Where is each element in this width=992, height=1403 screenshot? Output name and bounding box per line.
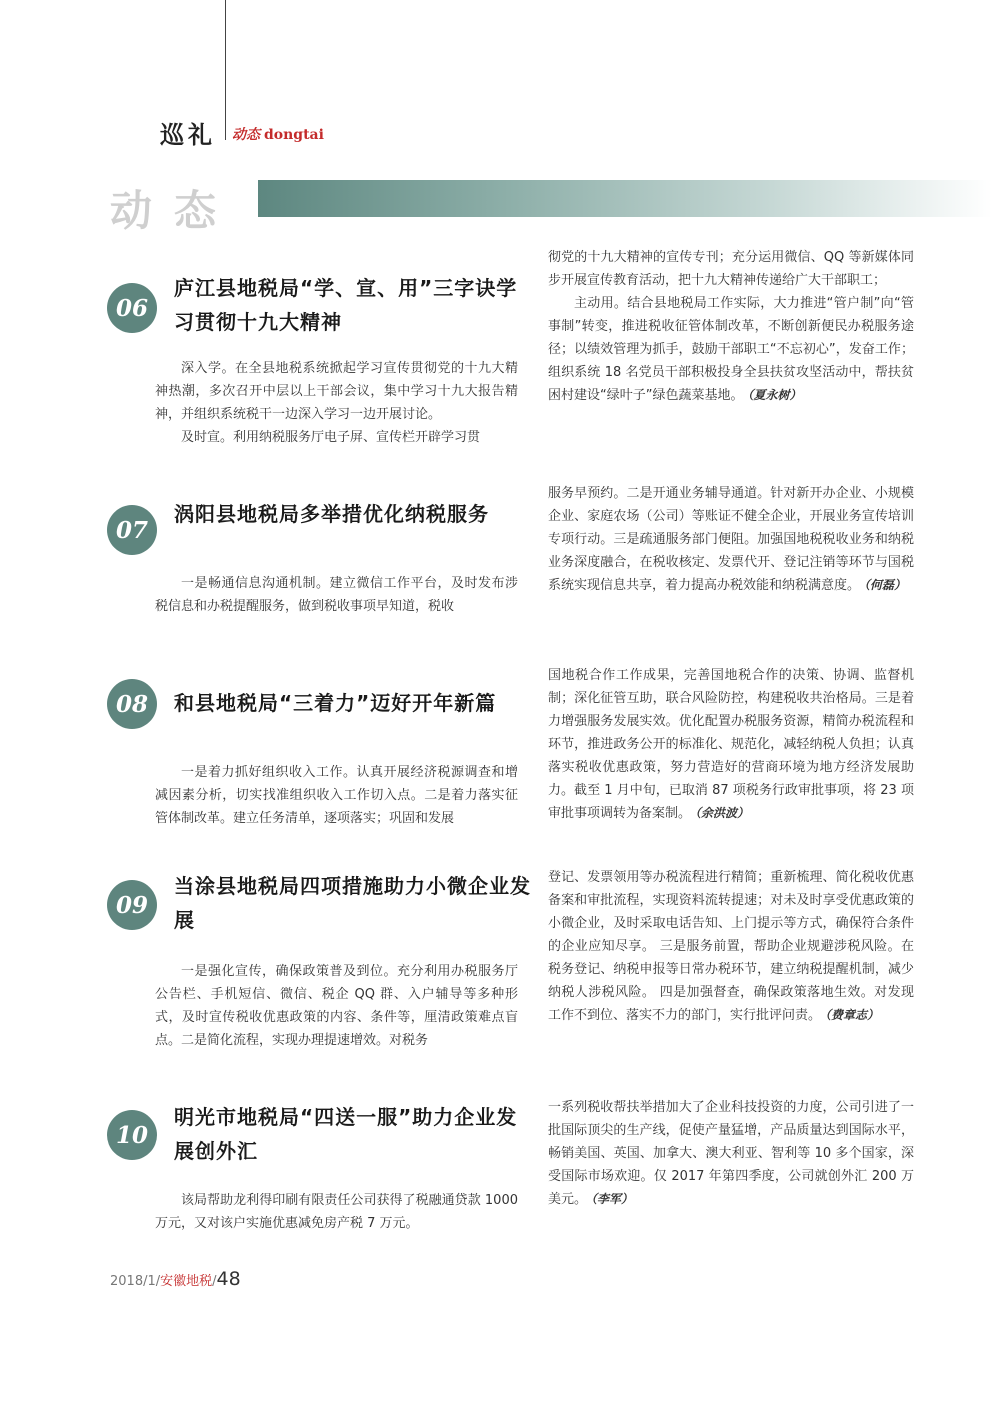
article-title: 涡阳县地税局多举措优化纳税服务 — [174, 502, 489, 526]
article-author: （李军） — [591, 1192, 634, 1206]
article-left-column — [155, 960, 518, 1052]
article-paragraph: 一是畅通信息沟通机制。建立微信工作平台，及时发布涉税信息和办税提醒服务，做到税收事项早知道，税收 — [155, 576, 518, 614]
article-title: 明光市地税局“四送一服”助力企业发展创外汇 — [174, 1105, 518, 1163]
footer-magazine-name: 安徽地税 — [160, 1274, 213, 1289]
article-number-badge: 09 — [107, 880, 157, 930]
article-paragraph-text: 主动用。结合县地税局工作实际，大力推进“管户制”向“管事制”转变，推进税收征管体制改革，不断创新便民办税服务途径；以绩效管理为抓手，鼓励干部职工“不忘初心”，发奋工作；组织系统 18 名党员干部积极投身全县扶贫攻坚活动中，帮扶贫困村建设“绿叶子”绿色蔬菜基地。 — [548, 296, 914, 403]
article-author: （夏永树） — [747, 388, 802, 402]
article-number-badge: 06 — [107, 283, 157, 333]
section-label-cn: 动态 — [232, 127, 260, 143]
article-paragraph — [548, 866, 914, 1027]
column-title: 巡礼 — [160, 120, 216, 149]
article-paragraph-text: 登记、发票领用等办税流程进行精简；重新梳理、简化税收优惠备案和审批流程，实现资料流转提速；对未及时享受优惠政策的小微企业，及时采取电话告知、上门提示等方式，确保符合条件的企业应知尽享。 三是服务前置，帮助企业规避涉税风险。在税务登记、纳税申报等日常办税环节，建立纳税提醒机制，减少纳税人涉税风险。 四是加强督查，确保政策落地生效。对发现工作不到位、落实不力的部门，实行批评问责。 — [548, 870, 914, 1023]
section-label-en: dongtai — [264, 127, 324, 143]
article-paragraph — [548, 1096, 914, 1211]
article-right-column — [548, 246, 914, 407]
article-paragraph: 及时宣。利用纳税服务厅电子屏、宣传栏开辟学习贯 — [181, 430, 481, 445]
article-author: （何磊） — [864, 578, 907, 592]
article-paragraph: 一是强化宣传，确保政策普及到位。充分利用办税服务厅公告栏、手机短信、微信、税企 QQ 群、入户辅导等多种形式，及时宣传税收优惠政策的内容、条件等，厘清政策难点盲点。二是简化流程，实现办理提速增效。对税务 — [155, 964, 518, 1048]
article-left-column — [155, 761, 518, 830]
article-title: 当涂县地税局四项措施助力小微企业发展 — [174, 874, 531, 932]
article-right-column — [548, 664, 914, 825]
section-color-band — [258, 180, 992, 217]
article-paragraph-text: 一系列税收帮扶举措加大了企业科技投资的力度，公司引进了一批国际顶尖的生产线，促使产量猛增，产品质量达到国际水平，畅销美国、英国、加拿大、澳大利亚、智利等 10 多个国家，深受国际市场欢迎。仅 2017 年第四季度，公司就创外汇 200 万美元。 — [548, 1100, 914, 1207]
article-paragraph: 该局帮助龙利得印刷有限责任公司获得了税融通贷款 1000 万元，又对该户实施优惠减免房产税 7 万元。 — [155, 1193, 518, 1231]
article-left-column — [155, 357, 518, 449]
page-number: 48 — [216, 1268, 241, 1290]
article-paragraph-text: 国地税合作工作成果，完善国地税合作的决策、协调、监督机制；深化征管互助，联合风险防控，构建税收共治格局。三是着力增强服务发展实效。优化配置办税服务资源，精简办税流程和环节，推进政务公开的标准化、规范化，减轻纳税人负担；认真落实税收优惠政策，努力营造好的营商环境为地方经济发展助力。截至 1 月中旬，已取消 87 项税务行政审批事项，将 23 项审批事项调转为备案制。 — [548, 668, 914, 821]
article-right-column — [548, 1096, 914, 1211]
footer-separator: / — [212, 1274, 217, 1289]
article-right-column — [548, 482, 914, 597]
article-left-column — [155, 572, 518, 618]
section-label — [232, 124, 324, 144]
article-left-column — [155, 1189, 518, 1235]
article-paragraph-text: 服务早预约。二是开通业务辅导通道。针对新开办企业、小规模企业、家庭农场（公司）等账证不健全企业，开展业务宣传培训专项行动。三是疏通服务部门便阻。加强国地税税收业务和纳税业务深度融合，在税收核定、发票代开、登记注销等环节与国税系统实现信息共享，着力提高办税效能和纳税满意度。 — [548, 486, 914, 593]
article-right-column — [548, 866, 914, 1027]
article-paragraph: 深入学。在全县地税系统掀起学习宣传贯彻党的十九大精神热潮，多次召开中层以上干部会议，集中学习十九大报告精神，并组织系统税干一边深入学习一边开展讨论。 — [155, 361, 518, 422]
article-paragraph: 一是着力抓好组织收入工作。认真开展经济税源调查和增减因素分析，切实找准组织收入工作切入点。二是着力落实征管体制改革。建立任务清单，逐项落实；巩固和发展 — [155, 765, 518, 826]
header-divider-line — [225, 0, 226, 140]
article-number-badge: 10 — [107, 1110, 157, 1160]
article-title: 庐江县地税局“学、宣、用”三字诀学习贯彻十九大精神 — [174, 276, 518, 334]
article-paragraph — [548, 664, 914, 825]
article-title: 和县地税局“三着力”迈好开年新篇 — [174, 691, 497, 715]
article-paragraph: 彻党的十九大精神的宣传专刊；充分运用微信、QQ 等新媒体同步开展宣传教育活动，把十九大精神传递给广大干部职工； — [548, 250, 914, 288]
footer-date: 2018/1/ — [110, 1274, 161, 1289]
article-paragraph — [548, 482, 914, 597]
section-big-title: 动态 — [110, 186, 239, 235]
article-number-badge: 08 — [107, 679, 157, 729]
article-number-badge: 07 — [107, 505, 157, 555]
article-author: （费章志） — [825, 1008, 880, 1022]
page-footer — [110, 1268, 241, 1290]
article-paragraph — [548, 292, 914, 407]
article-author: （余洪波） — [695, 806, 750, 820]
